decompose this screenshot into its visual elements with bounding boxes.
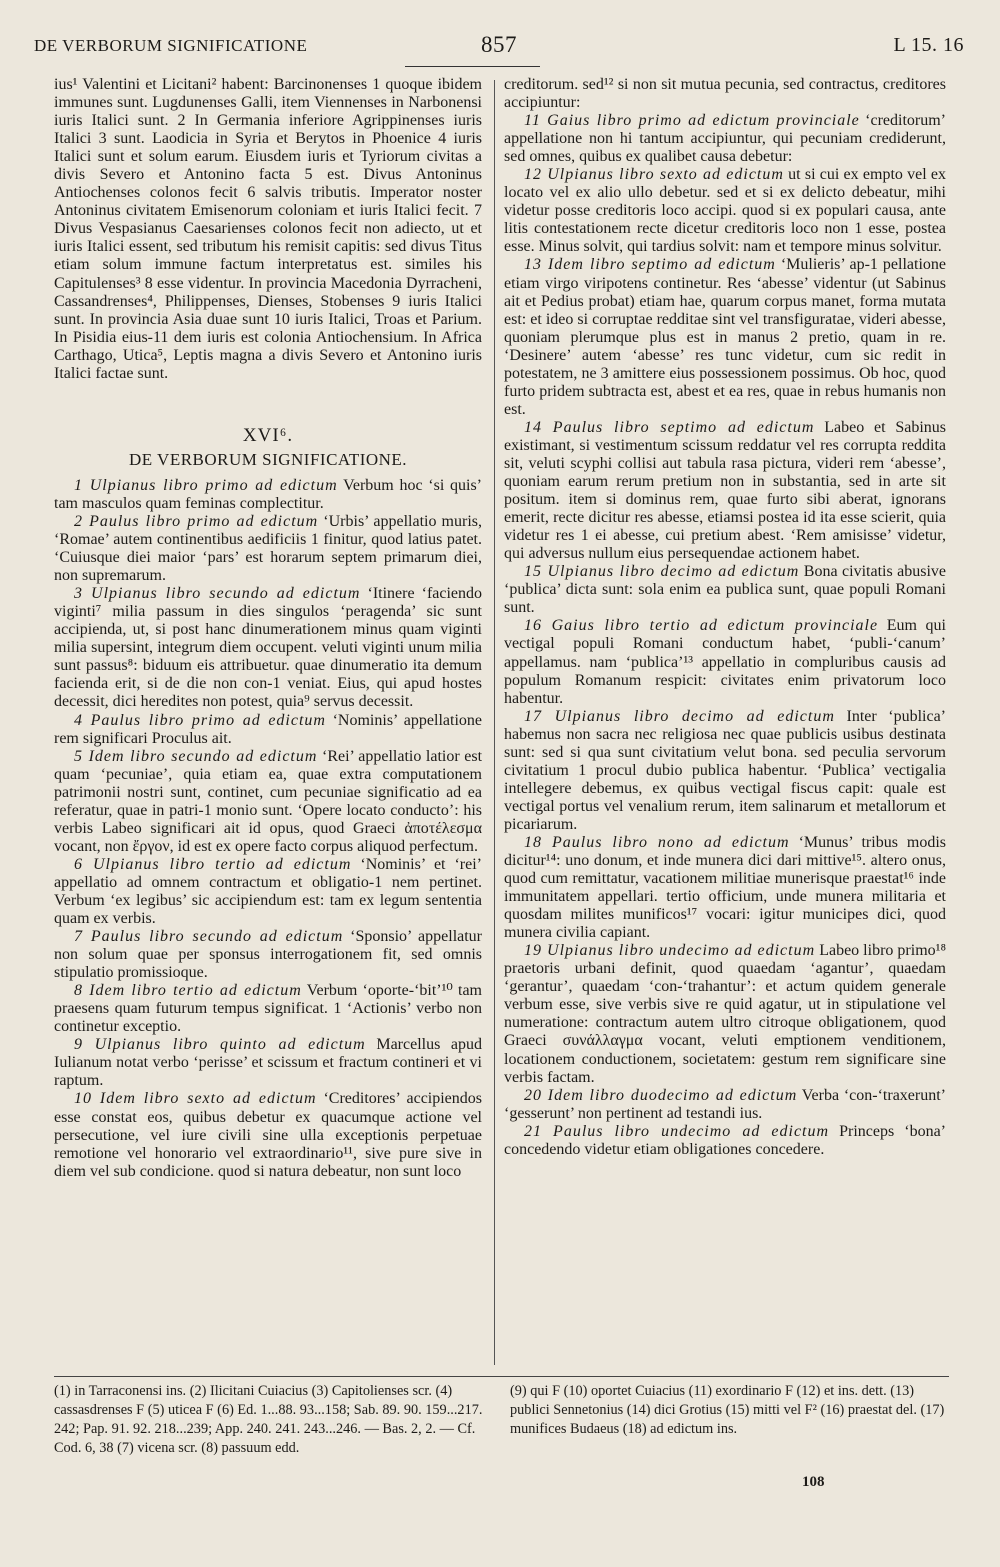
fragment-11 bbox=[504, 112, 946, 166]
fragment-3-head: 3 Ulpianus libro secundo ad edictum bbox=[74, 585, 361, 603]
fragment-4-head: 4 Paulus libro primo ad edictum bbox=[74, 711, 326, 729]
fragment-11-text: ‘creditorum’ appellatione non hi tantum accipiuntur, qui pecuniam crediderunt, sed omnes, quibus ex qualibet causa debetur: bbox=[504, 112, 947, 166]
fragment-5 bbox=[54, 748, 482, 856]
fragment-8 bbox=[54, 982, 482, 1036]
fragment-21 bbox=[504, 1123, 946, 1159]
fragment-5-text: ‘Rei’ appellatio latior est quam ‘pecuniae’, quia etiam ea, quae extra computationem patrimonii nostri sunt, continet, cum pecuniae significatio ad ea referatur, quae in patri-1 monio sunt. ‘Opere locato conducto’: his verbis Labeo significari ait id opus, quod Graeci ἀποτέλεσμα vocant, non ἔργον, id est ex opere facto corpus aliquod perfectum. bbox=[54, 747, 483, 855]
fragment-13-text: ‘Mulieris’ ap-1 pellatione etiam virgo viripotens continetur. Res ‘abesse’ videntur (ut Sabinus ait et Pedius probat) etiam hae, quarum corpus manet, forma mutata est: et ideo si corruptae redditae sint vel transfiguratae, videri abesse, quoniam plerumque plus est in manus 2 pretio, quam in re. ‘Desinere’ autem ‘abesse’ res tunc videtur, cum sic redit in potestatem, ne 3 amittere eius possessionem possimus. Ob hoc, quod furto pridem subtracta est, abest et ea res, quae in rebus humanis non est. bbox=[504, 256, 946, 418]
fragment-14 bbox=[504, 419, 946, 563]
fragment-16-head: 16 Gaius libro tertio ad edictum provinciale bbox=[524, 617, 879, 635]
fragment-12-text: ut si cui ex empto vel ex locato vel ex alio ullo debetur. sed et si ex delicto debeatur, mihi videtur posse creditoris loco accipi. quod si ex populari causa, ante litis contestationem recte dicetur creditoris loco non 1 esse, postea esse. Minus solvit, qui tardius solvit: nam et tempore minus solvitur. bbox=[504, 166, 947, 256]
fragment-17-head: 17 Ulpianus libro decimo ad edictum bbox=[524, 707, 835, 725]
fragment-10-text: ‘Creditores’ accipiendos esse constat eos, quibus debetur ex quacumque actione vel persecutione, vel iure civili sine ulla exceptionis perpetuae remotione vel honorario vel extraordinario¹¹, sive pure sive in diem vel sub condicione. quod si natura debeatur, non sunt loco bbox=[54, 1090, 483, 1180]
fragment-6-head: 6 Ulpianus libro tertio ad edictum bbox=[74, 855, 352, 873]
header-title: DE VERBORUM SIGNIFICATIONE bbox=[34, 36, 308, 55]
fragment-19 bbox=[504, 942, 946, 1086]
fragment-12 bbox=[504, 166, 946, 256]
paragraph-intro: ius¹ Valentini et Licitani² habent: Barcinonenses 1 quoque ibidem immunes sunt. Lugdunenses Galli, item Viennenses in Narbonensi iuris Italici sunt. 2 In Germania inferiore Agrippinenses iuris Italici 3 sunt. Laodicia in Syria et Berytos in Phoenice 4 iuris Italici sunt et solum earum. Eiusdem iuris et Tyriorum civitas a divis Severo et Antonino facta 5 est. Divus Antoninus Antiochenses colonos fecit 6 salvis tributis. Imperator noster Antoninus civitatem Emisenorum coloniam et iuris Italici fecit. 7 Divus Vespasianus Caesarienses colonos fecit non adiecto, ut et iuris Italici essent, sed tributum his remisit capitis: sed divus Titus etiam solum immune factum interpretatus est. similes his Capitulenses³ 8 esse videntur. In provincia Macedonia Dyrracheni, Cassandrenses⁴, Philippenses, Dienses, Stobenses 9 iuris Italici sunt. In provincia Asia duae sunt 10 iuris Italici, Troas et Parium. In Pisidia eius-11 dem iuris est colonia Antiochensium. In Africa Carthago, Utica⁵, Leptis magna a divis Severo et Antonino iuris Italici factae sunt. bbox=[54, 76, 482, 382]
fragment-15 bbox=[504, 563, 946, 617]
fragment-2-head: 2 Paulus libro primo ad edictum bbox=[74, 512, 319, 530]
fragment-7-text: ‘Sponsio’ appellatur non solum quae per sponsus interrogationem fit, sed omnis stipulatio promissioque. bbox=[54, 928, 483, 982]
footnotes-left-text: (1) in Tarraconensi ins. (2) Ilicitani Cuiacius (3) Capitolienses scr. (4) cassasdrenses F (5) uticea F (6) Ed. 1...88. 93...158; Sab. 89. 90. 159...217. 242; Pap. 91. 92. 218...239; App. 240. 241. 243...246. — Bas. 2, 2. — Cf. Cod. 6, 38 (7) vicena scr. (8) passuum edd. bbox=[54, 1383, 483, 1456]
fragment-6-text: ‘Nominis’ et ‘rei’ appellatio ad omnem contractum et obligatio-1 nem pertinet. Verbum ‘ex legibus’ sic accipiendum est: tam ex legum sententia quam ex verbis. bbox=[54, 855, 482, 928]
fragment-18 bbox=[504, 834, 946, 942]
fragment-13 bbox=[504, 256, 946, 418]
fragment-19-head: 19 Ulpianus libro undecimo ad edictum bbox=[524, 942, 816, 960]
running-header bbox=[34, 30, 964, 62]
fragment-12-head: 12 Ulpianus libro sexto ad edictum bbox=[524, 166, 784, 184]
fragment-16 bbox=[504, 617, 946, 707]
footnotes-right-text: (9) qui F (10) oportet Cuiacius (11) exordinario F (12) et ins. dett. (13) publici Sennetonius (14) dici Grotius (15) mitti vel F² (16) praestat del. (17) munifices Budaeus (18) ad edictum ins. bbox=[510, 1383, 945, 1437]
fragment-20-text: Verba ‘con-‘traxerunt’ ‘gesserunt’ non pertinent ad testandi ius. bbox=[504, 1086, 947, 1122]
footnotes-right bbox=[510, 1382, 950, 1439]
fragment-10 bbox=[54, 1090, 482, 1180]
fragment-1-head: 1 Ulpianus libro primo ad edictum bbox=[74, 476, 338, 494]
right-column bbox=[504, 76, 946, 1159]
fragment-18-text: ‘Munus’ tribus modis dicitur¹⁴: uno donum, et inde munera dici dari mittive¹⁵. altero onus, quod cum remittatur, vacationem militiae munerisque praestat¹⁶ inde immunitatem appellari. tertio officium, unde munera militaria et quosdam milites munificos¹⁷ vocari: igitur municipes dici, quod munera civilia capiant. bbox=[504, 833, 947, 942]
fragment-14-head: 14 Paulus libro septimo ad edictum bbox=[524, 418, 815, 436]
fragment-21-head: 21 Paulus libro undecimo ad edictum bbox=[524, 1122, 830, 1140]
footnotes-left bbox=[54, 1382, 486, 1458]
fragment-21-text: Princeps ‘bona’ concedendo videtur etiam obligationes concedere. bbox=[504, 1122, 946, 1158]
fragment-5-head: 5 Idem libro secundo ad edictum bbox=[74, 747, 318, 765]
fragment-2-text: ‘Urbis’ appellatio muris, ‘Romae’ autem continentibus aedificiis 1 finitur, quod latius patet. ‘Cuiusque diei maior ‘pars’ est horarum septem primarum diei, non supremarum. bbox=[54, 512, 482, 585]
fragment-1-text: Verbum hoc ‘si quis’ tam masculos quam feminas complectitur. bbox=[54, 476, 482, 512]
fragment-20-head: 20 Idem libro duodecimo ad edictum bbox=[524, 1086, 798, 1104]
fragment-9-head: 9 Ulpianus libro quinto ad edictum bbox=[74, 1036, 366, 1054]
fragment-1 bbox=[54, 477, 482, 513]
fragment-18-head: 18 Paulus libro nono ad edictum bbox=[524, 833, 790, 851]
fragment-14-text: Labeo et Sabinus existimant, si vestimentum scissum reddatur vel res corrupta reddita sit, veluti scyphi collisi aut tabula rasa pictura, videri rem ‘abesse’, quoniam earum rerum pretium non in substantia, sed in arte sit positum. item si dominus rem, quae furto sibi aberat, ignorans emerit, recte dicitur res abesse, etiamsi postea id ita esse scierit, quia videtur res 1 ei abesse, cui pretium abest. ‘Rem amisisse’ videtur, qui adversus nullum eius persequendae actionem habet. bbox=[504, 418, 947, 563]
fragment-7 bbox=[54, 928, 482, 982]
fragment-8-text: Verbum ‘oporte-‘bit’¹⁰ tam praesens quam futurum tempus significat. 1 ‘Actionis’ verbo non continetur exceptio. bbox=[54, 982, 483, 1036]
fragment-9-text: Marcellus apud Iulianum notat verbo ‘perisse’ et scissum et fractum contineri et vi raptum. bbox=[54, 1036, 483, 1090]
fragment-7-head: 7 Paulus libro secundo ad edictum bbox=[74, 928, 344, 946]
fragment-15-text: Bona civitatis abusive ‘publica’ dicta sunt: sola enim ea publica sunt, quae populi Romani sunt. bbox=[504, 563, 947, 617]
fragment-9 bbox=[54, 1036, 482, 1090]
fragment-15-head: 15 Ulpianus libro decimo ad edictum bbox=[524, 563, 800, 581]
section-heading: DE VERBORUM SIGNIFICATIONE. bbox=[128, 449, 408, 469]
footnote-rule bbox=[54, 1376, 949, 1377]
left-column bbox=[54, 76, 482, 1181]
fragment-13-head: 13 Idem libro septimo ad edictum bbox=[524, 256, 776, 274]
header-rule bbox=[405, 66, 540, 67]
column-divider bbox=[494, 80, 495, 1365]
fragment-11-head: 11 Gaius libro primo ad edictum provinciale bbox=[524, 112, 860, 130]
fragment-6 bbox=[54, 856, 482, 928]
fragment-4 bbox=[54, 712, 482, 748]
section-number: XVI⁶. bbox=[242, 424, 294, 446]
fragment-3-text: ‘Itinere ‘faciendo viginti⁷ milia passum in dies singulos ‘peragenda’ sic sunt accipienda, ut, si post hanc dinumerationem minus quam viginti milia supersint, integrum diem occupent. veluti viginti unum milia sunt passus⁸: biduum eis attribuetur. quae dinumeratio ita demum facienda erit, si de die non con-1 veniat. Eius, qui apud hostes decessit, dici heredites non potest, quia⁹ servus decessit. bbox=[54, 585, 483, 711]
fragment-10-head: 10 Idem libro sexto ad edictum bbox=[74, 1090, 317, 1108]
fragment-17-text: Inter ‘publica’ habemus non sacra nec religiosa nec quae publicis usibus destinata sunt: sed si qua sunt civitatium velut bona. sed peculia servorum civitatium 1 procul dubio publica habentur. ‘Publica’ vectigalia intellegere debemus, ex quibus vectigal fiscus capit: quale est vectigal portus vel venalium rerum, item salinarum et metallorum et picariarum. bbox=[504, 707, 947, 833]
header-reference: L 15. 16 bbox=[893, 34, 964, 56]
fragment-2 bbox=[54, 513, 482, 585]
fragment-16-text: Eum qui vectigal populi Romani conductum habet, ‘publi-‘canum’ appellamus. nam ‘publica’¹³ appellatio in compluribus causis ad populum Romanum respicit: civitates enim privatorum loco habentur. bbox=[504, 617, 946, 707]
fragment-3 bbox=[54, 585, 482, 711]
paragraph-continued: creditorum. sed¹² si non sit mutua pecunia, sed contractus, creditores accipiuntur: bbox=[504, 76, 946, 112]
fragment-8-head: 8 Idem libro tertio ad edictum bbox=[74, 982, 302, 1000]
fragment-20 bbox=[504, 1087, 946, 1123]
fragment-4-text: ‘Nominis’ appellatione rem significari Proculus ait. bbox=[54, 711, 482, 747]
signature-mark: 108 bbox=[802, 1474, 825, 1490]
fragment-17 bbox=[504, 708, 946, 834]
page-number: 857 bbox=[481, 32, 517, 57]
fragment-19-text: Labeo libro primo¹⁸ praetoris urbani definit, quod quaedam ‘agantur’, quaedam ‘gerantur’, quaedam ‘con-‘trahantur’: et actum quidem generale verbum esse, sive verbis sive re quid agatur, ut in stipulatione vel numeratione: contractum autem ultro citroque obligationem, quod Graeci συνάλλαγμα vocant, veluti emptionem venditionem, locationem conductionem, societatem: gestum rem significare sine verbis factam. bbox=[504, 942, 947, 1086]
